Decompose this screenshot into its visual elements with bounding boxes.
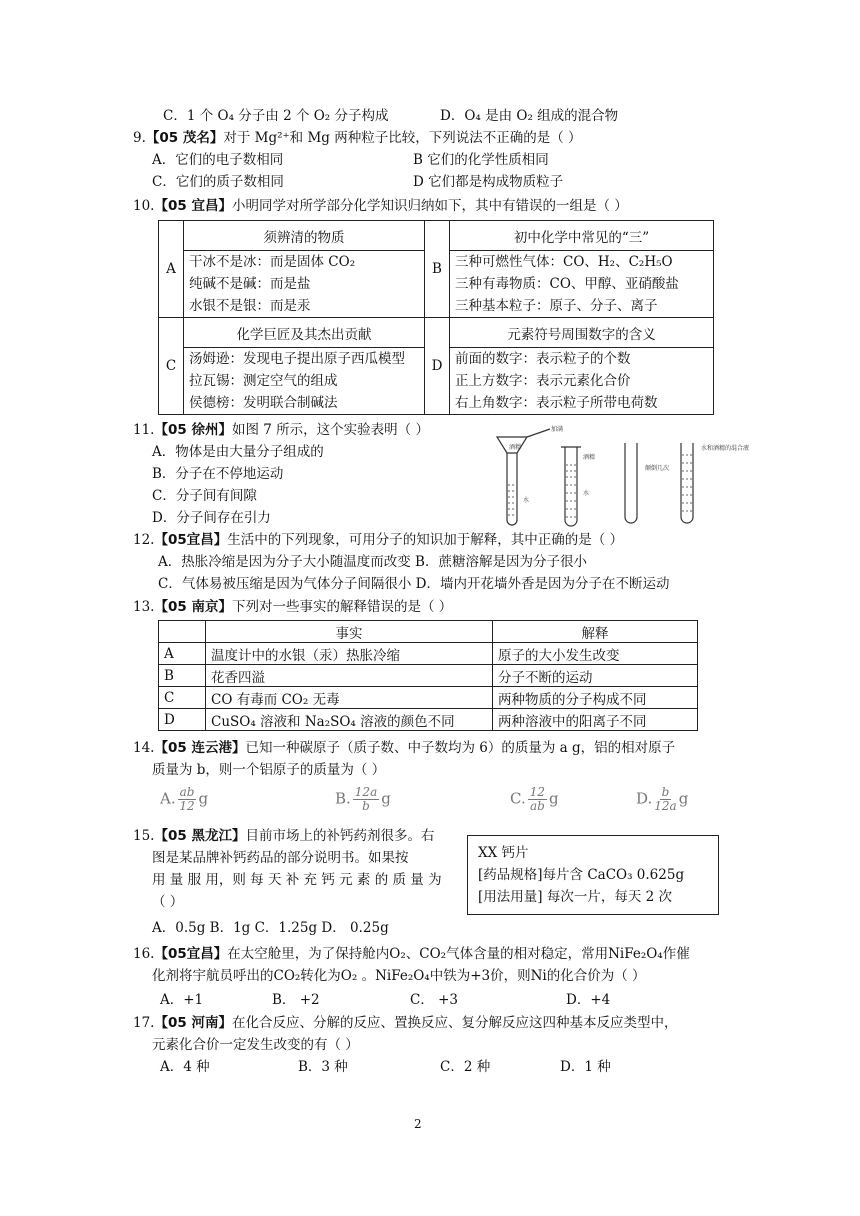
q12-options-ab: A．热胀冷缩是因为分子大小随温度而改变 B．蔗糖溶解是因为分子很小 — [158, 554, 587, 570]
q10-body-b: 三种可燃性气体：CO、H₂、C₂H₅O 三种有毒物质：CO、甲醇、亚硝酸盐 三种基本粒子：原子、分子、离子 — [450, 251, 714, 318]
table-row: C CO 有毒而 CO₂ 无毒 两种物质的分子构成不同 — [159, 687, 698, 709]
q9-option-a: A．它们的电子数相同 — [152, 152, 284, 168]
q14-option-d: D. $\frac{b}{12a}$ g — [636, 785, 689, 813]
q9-option-c: C．它们的质子数相同 — [152, 174, 284, 190]
q15-stem-line2: 图是某品牌补钙药品的部分说明书。如果按 — [152, 850, 409, 866]
q8-option-d: D．O₄ 是由 O₂ 组成的混合物 — [440, 108, 619, 124]
svg-text:水: 水 — [583, 490, 590, 497]
q17-option-d: D．1 种 — [560, 1059, 611, 1075]
q16-stem-line2: 化剂将宇航员呼出的CO₂转化为O₂ 。NiFe₂O₄中铁为+3价，则Ni的化合价为（ ） — [152, 968, 646, 984]
svg-text:颠倒几次: 颠倒几次 — [645, 465, 670, 472]
q16-stem-line1: 16.【05宜昌】在太空舱里，为了保持舱内O₂、CO₂气体含量的相对稳定，常用NiFe₂O₄作催 — [133, 946, 690, 962]
q11-option-d: D．分子间存在引力 — [152, 510, 271, 526]
q13-stem: 13.【05 南京】下列对一些事实的解释错误的是（ ） — [133, 599, 453, 615]
q12-stem: 12.【05宜昌】生活中的下列现象，可用分子的知识加于解释，其中正确的是（ ） — [133, 532, 624, 548]
page-number: 2 — [414, 1117, 422, 1131]
table-row: B 花香四溢 分子不断的运动 — [159, 665, 698, 687]
q9-option-d: D 它们都是构成物质粒子 — [413, 174, 564, 190]
q13-table — [158, 620, 698, 731]
q13-head-fact: 事实 — [206, 621, 493, 643]
q16-option-c: C． +3 — [410, 992, 459, 1008]
svg-text:酒精: 酒精 — [509, 444, 522, 451]
q10-body-d: 前面的数字：表示粒子的个数 正上方数字：表示元素化合价 右上角数字：表示粒子所带电荷数 — [450, 348, 714, 415]
q14-option-b: B. $\frac{12a}{b}$ g — [335, 785, 391, 813]
svg-text:水: 水 — [523, 497, 530, 504]
q11-stem: 11.【05 徐州】如图 7 所示，这个实验表明（ ） — [133, 422, 429, 438]
q11-option-b: B．分子在不停地运动 — [152, 466, 284, 482]
q17-option-c: C．2 种 — [440, 1059, 491, 1075]
q14-stem-line2: 质量为 b，则一个铝原子的质量为（ ） — [152, 762, 386, 778]
q17-stem-line1: 17.【05 河南】在化合反应、分解的反应、置换反应、复分解反应这四种基本反应类型中， — [133, 1015, 678, 1031]
q10-label-c: C — [159, 318, 184, 415]
q15-stem-line4: （ ） — [152, 894, 184, 910]
q11-option-a: A．物体是由大量分子组成的 — [152, 444, 324, 460]
q16-option-b: B． +2 — [272, 992, 320, 1008]
q13-head-explain: 解释 — [493, 621, 698, 643]
q10-label-b: B — [425, 221, 450, 318]
q10-body-a: 干冰不是冰：而是固体 CO₂ 纯碱不是碱：而是盐 水银不是银：而是汞 — [184, 251, 425, 318]
q10-label-d: D — [425, 318, 450, 415]
q16-option-a: A．+1 — [160, 992, 204, 1008]
q12-options-cd: C．气体易被压缩是因为气体分子间隔很小 D．墙内开花墙外香是因为分子在不断运动 — [158, 576, 670, 592]
svg-text:水和酒精的混合液: 水和酒精的混合液 — [701, 445, 750, 452]
q17-option-b: B．3 种 — [298, 1059, 348, 1075]
q9-option-b: B 它们的化学性质相同 — [413, 152, 549, 168]
table-row: A 温度计中的水银（汞）热胀冷缩 原子的大小发生改变 — [159, 643, 698, 665]
q8-option-c: C．1 个 O₄ 分子由 2 个 O₂ 分子构成 — [163, 108, 389, 124]
q10-head-a: 须辨清的物质 — [184, 221, 425, 251]
table-row: D CuSO₄ 溶液和 Na₂SO₄ 溶液的颜色不同 两种溶液中的阳离子不同 — [159, 709, 698, 731]
q11-option-c: C．分子间有间隙 — [152, 488, 257, 504]
q15-stem-line1: 15.【05 黑龙江】目前市场上的补钙药剂很多。右 — [133, 828, 435, 844]
svg-text:酒精: 酒精 — [583, 454, 596, 461]
q10-table — [158, 220, 714, 415]
q17-option-a: A．4 种 — [160, 1059, 210, 1075]
q14-stem-line1: 14.【05 连云港】已知一种碳原子（质子数、中子数均为 6）的质量为 a g，铝的相对原子 — [133, 740, 676, 756]
q10-head-d: 元素符号周围数字的含义 — [450, 318, 714, 348]
q9-stem: 9.【05 茂名】对于 Mg²⁺和 Mg 两种粒子比较，下列说法不正确的是（ ） — [133, 130, 582, 146]
q14-option-a: A. $\frac{ab}{12}$ g — [160, 785, 209, 813]
q17-stem-line2: 元素化合价一定发生改变的有（ ） — [152, 1037, 359, 1053]
q15-options: A．0.5g B．1g C．1.25g D． 0.25g — [152, 920, 389, 936]
figure-7-test-tubes — [495, 425, 750, 525]
q10-head-c: 化学巨匠及其杰出贡献 — [184, 318, 425, 348]
q10-stem: 10.【05 宜昌】小明同学对所学部分化学知识归纳如下，其中有错误的一组是（ ） — [133, 198, 628, 214]
q16-option-d: D．+4 — [566, 992, 611, 1008]
q15-stem-line3: 用 量 服 用，则 每 天 补 充 钙 元 素 的 质 量 为 — [152, 872, 442, 888]
calcium-tablet-label: XX 钙片 [药品规格]每片含 CaCO₃ 0.625g [用法用量] 每次一片，每天 2 次 — [467, 835, 719, 915]
q14-option-c: C. $\frac{12}{ab}$ g — [510, 785, 559, 813]
q10-body-c: 汤姆逊：发现电子提出原子西瓜模型 拉瓦锡：测定空气的组成 侯德榜：发明联合制碱法 — [184, 348, 425, 415]
q10-head-b: 初中化学中常见的“三” — [450, 221, 714, 251]
q10-label-a: A — [159, 221, 184, 318]
svg-text:加满: 加满 — [551, 426, 564, 433]
